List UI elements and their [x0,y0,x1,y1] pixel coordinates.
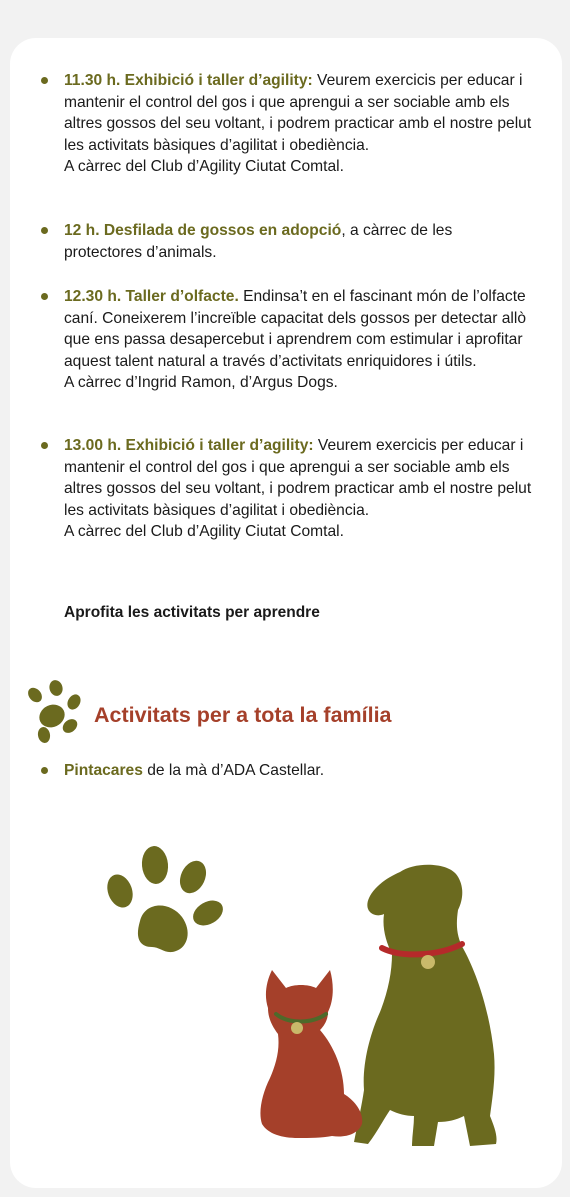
activity-item [0,286,570,394]
family-section-title: Activitats per a tota la família [94,703,392,727]
activity-description: , a càrrec de les protectores d’animals. [64,222,453,261]
bullet-dot [41,227,48,234]
activity-heading: 12.30 h. Taller d’olfacte. [64,288,239,305]
family-activity-heading: Pintacares [64,762,143,779]
family-activity-description: de la mà d’ADA Castellar. [142,762,325,779]
activity-organizer: A càrrec d’Ingrid Ramon, d’Argus Dogs. [64,374,338,391]
cat-silhouette-icon [258,966,368,1144]
bullet-dot [41,767,48,774]
family-activities-list [0,760,570,782]
dog-silhouette-icon [352,864,512,1154]
activity-description: Veurem exercicis per educar i mantenir el control del gos i que aprengui a ser sociable amb els altres gossos del seu voltant, i podrem practicar amb el nostre pelut les activitats bàsiques d’agilitat i obediència. [64,72,532,154]
activity-heading: 12 h. Desfilada de gossos en adopció [64,222,342,239]
tip-text: Aprofita les activitats per aprendre [64,604,320,621]
large-paw-print-icon [100,843,230,965]
family-activity-item [0,760,570,782]
activity-organizer: A càrrec del Club d’Agility Ciutat Comtal. [64,158,344,175]
activity-heading: 13.00 h. Exhibició i taller d’agility: [64,437,314,454]
activity-description: Endinsa’t en el fascinant món de l’olfacte caní. Coneixerem l’increïble capacitat dels gossos per detectar allò que ens passa desapercebut i aprendrem com estimular i aprofitar aquest talent natural a través d’activitats enriquidores i útils. [64,288,526,370]
activity-heading: 11.30 h. Exhibició i taller d’agility: [64,72,313,89]
bullet-dot [41,442,48,449]
activity-organizer: A càrrec del Club d’Agility Ciutat Comtal. [64,523,344,540]
paw-print-icon [22,680,86,746]
activity-description: Veurem exercicis per educar i mantenir el control del gos i que aprengui a ser sociable amb els altres gossos del seu voltant, i podrem practicar amb el nostre pelut les activitats bàsiques d’agilitat i obediència. [64,437,532,519]
activity-item [0,70,570,178]
bullet-dot [41,293,48,300]
activity-item [0,220,570,263]
bullet-dot [41,77,48,84]
activity-item [0,435,570,543]
